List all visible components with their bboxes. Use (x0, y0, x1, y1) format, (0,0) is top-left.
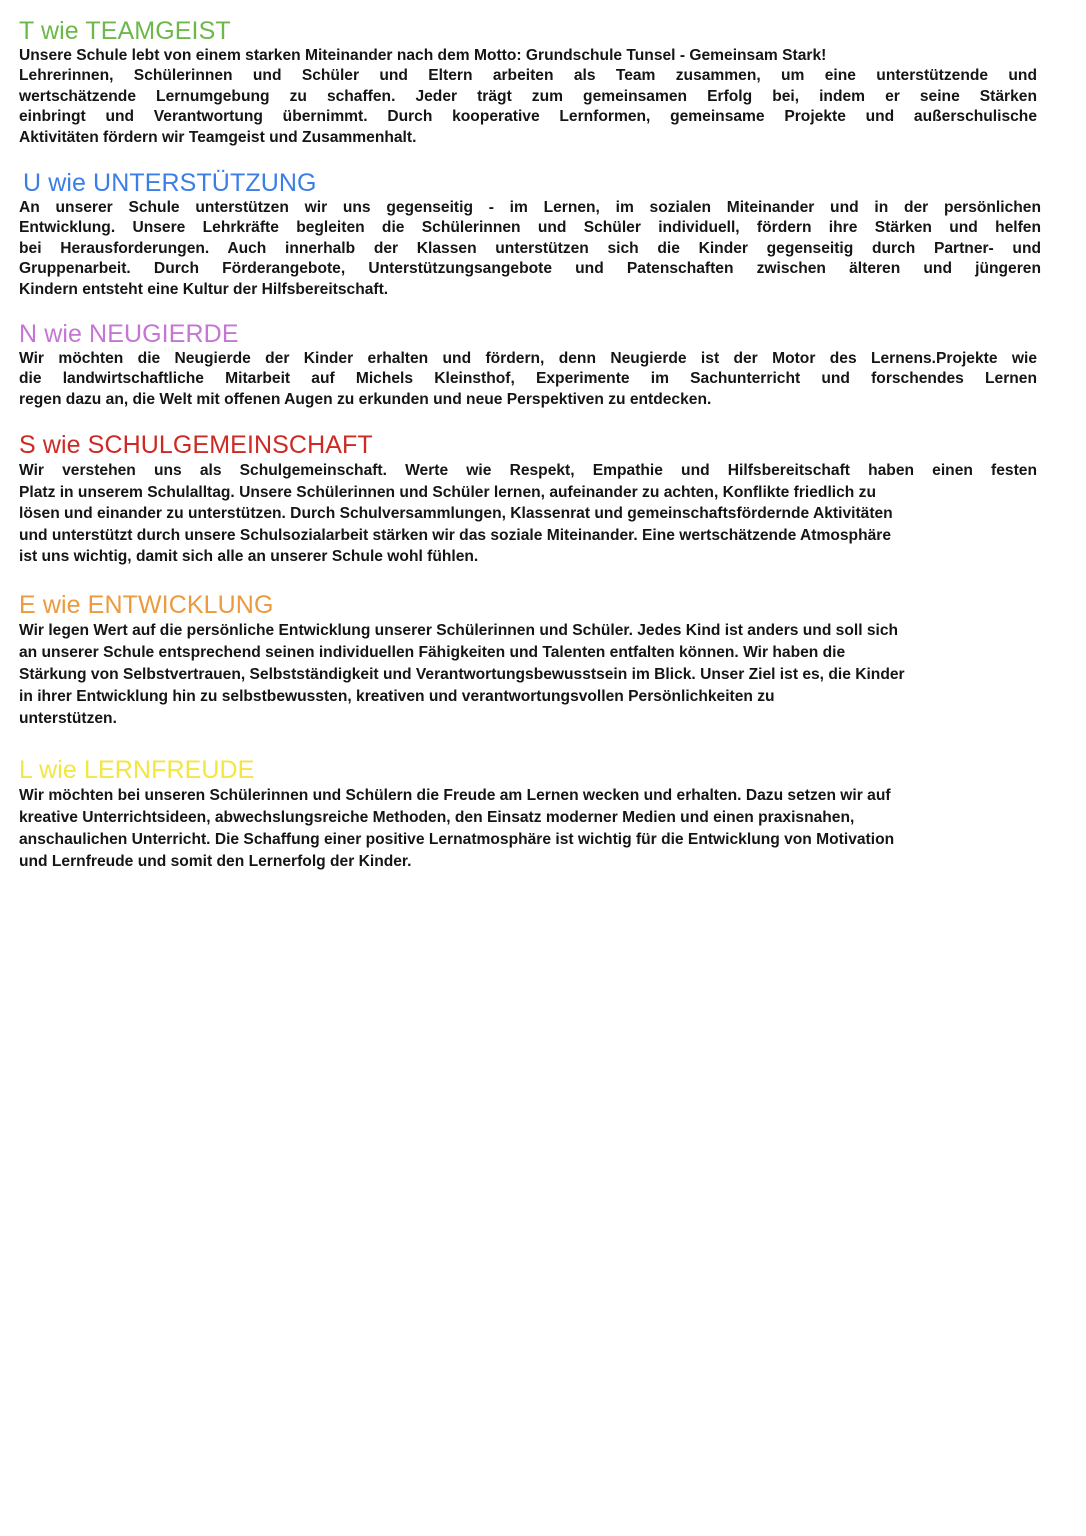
body-line: Lehrerinnen, Schülerinnen und Schüler und Eltern arbeiten als Team zusammen, um eine unterstützende und (19, 67, 1037, 85)
section-heading: N wie NEUGIERDE (19, 320, 239, 348)
body-line: einbringt und Verantwortung übernimmt. Durch kooperative Lernformen, gemeinsame Projekte und außerschulische (19, 108, 1037, 126)
section-body (19, 785, 1037, 873)
section-body (19, 460, 1037, 568)
section-body (19, 198, 1041, 300)
section-heading: T wie TEAMGEIST (19, 17, 231, 45)
section-body (19, 620, 1037, 730)
section-lernfreude (19, 756, 1037, 873)
body-line: kreative Unterrichtsideen, abwechslungsreiche Methoden, den Einsatz moderner Medien und einen praxisnahen, (19, 809, 855, 826)
section-entwicklung (19, 591, 1037, 730)
body-line: bei Herausforderungen. Auch innerhalb der Klassen unterstützen sich die Kinder gegenseitig durch Partner- und (19, 239, 1041, 257)
section-heading: U wie UNTERSTÜTZUNG (23, 169, 317, 197)
body-line: regen dazu an, die Welt mit offenen Augen zu erkunden und neue Perspektiven zu entdecken. (19, 390, 712, 408)
body-line: Entwicklung. Unsere Lehrkräfte begleiten die Schülerinnen und Schüler individuell, fördern ihre Stärken und helfen (19, 219, 1041, 237)
section-teamgeist (19, 17, 1037, 148)
body-line: Wir möchten die Neugierde der Kinder erhalten und fördern, denn Neugierde ist der Motor des Lernens.Projekte wie (19, 350, 1037, 367)
body-line: Stärkung von Selbstvertrauen, Selbstständigkeit und Verantwortungsbewusstsein im Blick. Unser Ziel ist es, die Kinder (19, 666, 905, 683)
body-line: Wir legen Wert auf die persönliche Entwicklung unserer Schülerinnen und Schüler. Jedes Kind ist anders und soll sich (19, 622, 899, 639)
body-line: unterstützen. (19, 710, 117, 727)
body-line: und Lernfreude und somit den Lernerfolg der Kinder. (19, 853, 412, 870)
body-line: die landwirtschaftliche Mitarbeit auf Michels Kleinsthof, Experimente im Sachunterricht und forschendes Lernen (19, 370, 1037, 388)
body-line: anschaulichen Unterricht. Die Schaffung einer positive Lernatmosphäre ist wichtig für die Entwicklung von Motivation (19, 831, 895, 848)
body-line: Wir möchten bei unseren Schülerinnen und Schülern die Freude am Lernen wecken und erhalten. Dazu setzen wir auf (19, 787, 891, 804)
body-line: an unserer Schule entsprechend seinen individuellen Fähigkeiten und Talenten entfalten können. Wir haben die (19, 644, 846, 661)
body-line: in ihrer Entwicklung hin zu selbstbewussten, kreativen und verantwortungsvollen Persönlichkeiten zu (19, 688, 775, 705)
section-heading: S wie SCHULGEMEINSCHAFT (19, 431, 373, 459)
body-line: lösen und einander zu unterstützen. Durch Schulversammlungen, Klassenrat und gemeinschaftsfördernde Aktivitäten (19, 505, 893, 523)
body-line: Unsere Schule lebt von einem starken Miteinander nach dem Motto: Grundschule Tunsel - Gemeinsam Stark! (19, 47, 827, 64)
body-line: und unterstützt durch unsere Schulsozialarbeit stärken wir das soziale Miteinander. Eine wertschätzende Atmosphäre (19, 526, 892, 544)
body-line: Wir verstehen uns als Schulgemeinschaft. Werte wie Respekt, Empathie und Hilfsbereitschaft haben einen festen (19, 462, 1037, 479)
body-line: Kindern entsteht eine Kultur der Hilfsbereitschaft. (19, 280, 389, 298)
body-line: wertschätzende Lernumgebung zu schaffen. Jeder trägt zum gemeinsamen Erfolg bei, indem er seine Stärken (19, 87, 1037, 105)
section-unterstuetzung (19, 169, 1041, 300)
body-line: ist uns wichtig, damit sich alle an unserer Schule wohl fühlen. (19, 548, 479, 566)
section-neugierde (19, 320, 1037, 410)
body-line: Gruppenarbeit. Durch Förderangebote, Unterstützungsangebote und Patenschaften zwischen älteren und jüngeren (19, 260, 1041, 278)
section-heading: E wie ENTWICKLUNG (19, 591, 274, 619)
section-schulgemeinschaft (19, 431, 1037, 568)
body-line: An unserer Schule unterstützen wir uns gegenseitig - im Lernen, im sozialen Miteinander und in der persönlichen (19, 199, 1041, 216)
section-heading: L wie LERNFREUDE (19, 756, 255, 784)
body-line: Platz in unserem Schulalltag. Unsere Schülerinnen und Schüler lernen, aufeinander zu achten, Konflikte friedlich zu (19, 483, 876, 501)
section-body (19, 46, 1037, 148)
body-line: Aktivitäten fördern wir Teamgeist und Zusammenhalt. (19, 128, 417, 146)
section-body (19, 349, 1037, 410)
